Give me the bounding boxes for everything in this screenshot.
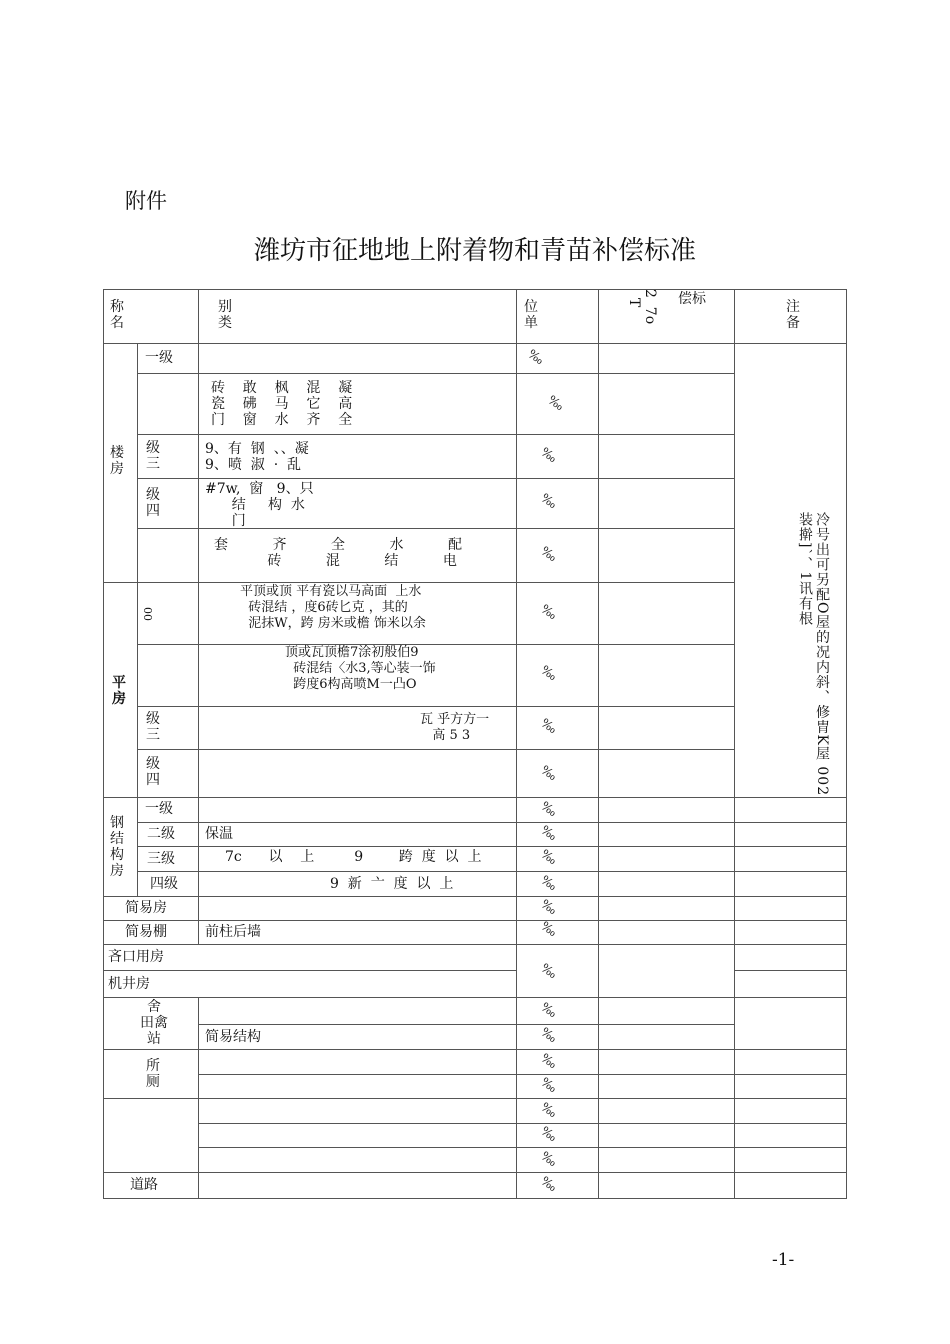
table-cell xyxy=(516,920,599,945)
table-row xyxy=(137,373,199,435)
table-cell xyxy=(734,1147,847,1173)
row-desc: 前柱后墙 xyxy=(205,924,261,940)
unit-mark: ‰ xyxy=(538,1050,560,1072)
table-row xyxy=(103,944,517,971)
table-cell xyxy=(598,822,735,847)
group-shelter: 舍 田禽 站 xyxy=(140,999,168,1047)
table-cell xyxy=(734,896,847,921)
unit-mark: ‰ xyxy=(538,762,560,784)
table-cell xyxy=(516,1024,599,1050)
row-grade: 级 三 xyxy=(146,711,160,743)
table-cell xyxy=(734,822,847,847)
row-desc: 顶或瓦顶檐7涂初般伯9 砖混结〈水3,等心装一饰 跨度6构高喷M一凸O xyxy=(285,645,436,692)
unit-mark: ‰ xyxy=(538,999,560,1021)
table-cell xyxy=(734,846,847,872)
row-grade: 三级 xyxy=(147,851,175,867)
table-cell xyxy=(598,644,735,707)
table-cell xyxy=(734,797,847,823)
unit-mark: ‰ xyxy=(538,1074,560,1096)
table-cell xyxy=(734,997,847,1050)
table-cell xyxy=(734,1098,847,1124)
unit-mark: ‰ xyxy=(538,846,560,868)
row-desc: 简易结构 xyxy=(205,1029,261,1045)
table-cell xyxy=(598,582,735,645)
table-cell xyxy=(516,706,599,750)
row-grade: 级 三 xyxy=(146,440,160,472)
table-cell xyxy=(734,1172,847,1199)
unit-mark: ‰ xyxy=(538,662,560,684)
table-cell xyxy=(198,1147,517,1173)
header-standard-extra: 2 7o T xyxy=(626,289,658,325)
table-cell xyxy=(734,1123,847,1148)
unit-mark: ‰ xyxy=(538,490,560,512)
table-cell xyxy=(198,1049,517,1075)
row-grade: 四级 xyxy=(150,876,178,892)
group-flat: 平 房 xyxy=(112,675,126,707)
row-name: 机井房 xyxy=(108,976,150,992)
row-desc: 保温 xyxy=(205,826,233,842)
table-cell xyxy=(198,749,517,798)
note-text: 冷号出可另配O屋的况内斜、修胄K屋 002装擀]`、1讯有根 xyxy=(797,512,830,797)
unit-mark: ‰ xyxy=(538,960,560,982)
row-name: 简易棚 xyxy=(125,924,167,940)
header-name: 称 名 xyxy=(110,299,124,331)
header-category: 别 类 xyxy=(218,299,232,331)
document-title: 潍坊市征地地上附着物和青苗补偿标准 xyxy=(253,236,696,266)
table-cell xyxy=(598,1024,735,1050)
unit-mark: ‰ xyxy=(538,1099,560,1121)
header-standard-cell xyxy=(598,289,735,344)
table-row xyxy=(103,970,517,998)
row-grade: 一级 xyxy=(145,801,173,817)
table-cell xyxy=(198,1098,517,1124)
unit-mark: ‰ xyxy=(538,822,560,844)
note-cell xyxy=(734,343,847,798)
table-cell xyxy=(598,478,735,529)
table-cell xyxy=(598,373,735,435)
unit-mark: ‰ xyxy=(545,392,567,414)
table-cell xyxy=(198,797,517,823)
table-cell xyxy=(598,846,735,872)
table-cell xyxy=(598,1123,735,1148)
table-row xyxy=(137,528,199,583)
group-building: 楼 房 xyxy=(110,445,124,477)
table-cell xyxy=(598,797,735,823)
row-desc: 7c 以 上 9 跨 度 以 上 xyxy=(225,849,482,865)
table-row xyxy=(137,644,199,707)
unit-mark: ‰ xyxy=(538,1123,560,1145)
unit-mark: ‰ xyxy=(538,444,560,466)
unit-mark: ‰ xyxy=(538,1024,560,1046)
table-cell xyxy=(598,343,735,374)
table-cell xyxy=(516,846,599,872)
row-grade: 一级 xyxy=(145,350,173,366)
row-name: 吝口用房 xyxy=(108,949,164,965)
unit-mark: ‰ xyxy=(538,918,560,940)
unit-mark: ‰ xyxy=(538,543,560,565)
table-cell xyxy=(598,896,735,921)
table-cell xyxy=(734,920,847,945)
row-desc: 瓦 乎方方一 高 5 3 xyxy=(420,712,490,743)
unit-mark: ‰ xyxy=(538,896,560,918)
table-cell xyxy=(734,1049,847,1075)
table-cell xyxy=(598,749,735,798)
table-cell xyxy=(734,944,847,971)
table-cell xyxy=(598,920,735,945)
table-cell xyxy=(598,1172,735,1199)
row-grade: 级 四 xyxy=(146,756,160,788)
unit-mark: ‰ xyxy=(538,1173,560,1195)
table-cell xyxy=(198,1123,517,1148)
table-cell xyxy=(198,1172,517,1199)
table-cell xyxy=(598,997,735,1025)
table-cell xyxy=(516,644,599,707)
table-cell xyxy=(198,1074,517,1099)
table-cell xyxy=(198,997,517,1025)
unit-mark: ‰ xyxy=(538,1148,560,1170)
unit-mark: ‰ xyxy=(538,715,560,737)
table-cell xyxy=(598,434,735,479)
table-cell xyxy=(198,896,517,921)
row-desc: 砖 敢 枫 混 凝 瓷 砩 马 它 高 门 窗 水 齐 全 xyxy=(211,380,353,428)
group-steel: 钢 结 构 房 xyxy=(110,815,124,879)
row-desc: #7w, 窗 9、只 结 构 水 门 xyxy=(205,481,314,529)
table-cell xyxy=(734,871,847,897)
row-name: 道路 xyxy=(130,1177,158,1193)
row-grade: 级 四 xyxy=(146,487,160,519)
table-cell xyxy=(198,343,517,374)
table-cell xyxy=(198,822,517,847)
header-unit: 位 单 xyxy=(524,299,538,331)
row-name: 简易房 xyxy=(125,900,167,916)
unit-mark: ‰ xyxy=(538,798,560,820)
row-grade: 00 xyxy=(141,607,154,621)
header-standard: 偿标 xyxy=(678,291,706,307)
header-note: 注 备 xyxy=(786,299,800,331)
unit-mark: ‰ xyxy=(525,346,547,368)
table-cell xyxy=(734,1074,847,1099)
table-cell xyxy=(598,871,735,897)
table-cell xyxy=(598,944,735,998)
table-cell xyxy=(734,970,847,998)
table-cell xyxy=(598,528,735,583)
row-desc: 9 新 亠 度 以 上 xyxy=(330,876,454,892)
unit-mark: ‰ xyxy=(538,872,560,894)
page-number: -1- xyxy=(772,1250,795,1270)
table-cell xyxy=(598,1049,735,1075)
row-desc: 平顶或顶 平有瓷以马高面 上水 砖混结 ，度6砖匕克 ，其的 泥抹W，跨 房米或檐 饰米以余 xyxy=(240,584,426,631)
table-cell xyxy=(516,478,599,529)
header-category-cell xyxy=(198,289,517,344)
row-grade: 二级 xyxy=(147,826,175,842)
table-cell xyxy=(598,1098,735,1124)
attachment-label: 附件 xyxy=(125,189,167,213)
row-desc: 套 齐 全 水 配 砖 混 结 电 xyxy=(214,537,463,569)
table-cell xyxy=(598,706,735,750)
unit-mark: ‰ xyxy=(538,601,560,623)
group-toilet: 所 厕 xyxy=(146,1058,160,1090)
row-desc: 9、有 钢 、、凝 9、喷 淑 · 乱 xyxy=(205,441,309,473)
group-empty-cell xyxy=(103,1098,199,1173)
table-cell xyxy=(598,1147,735,1173)
table-cell xyxy=(598,1074,735,1099)
